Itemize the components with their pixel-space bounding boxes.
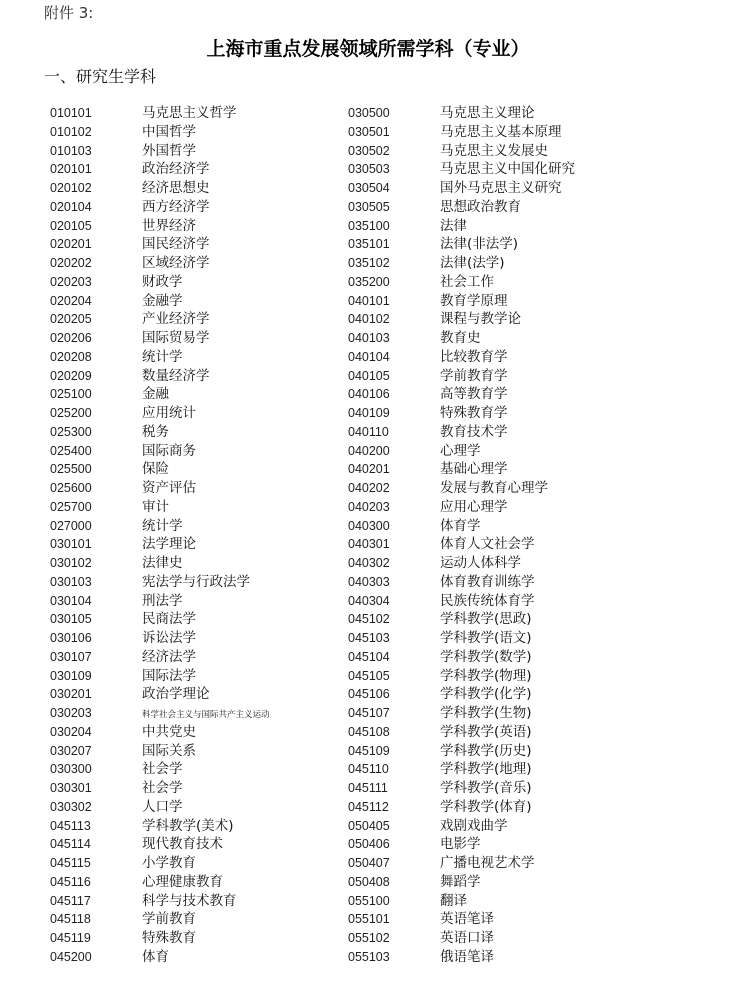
- discipline-name: 国际法学: [142, 667, 196, 684]
- discipline-name: 法律(非法学): [440, 236, 519, 253]
- discipline-row: [50, 779, 270, 798]
- discipline-name: 税务: [142, 423, 169, 440]
- discipline-name: 广播电视艺术学: [440, 855, 535, 871]
- discipline-row: [348, 198, 575, 217]
- discipline-code: 020202: [50, 256, 92, 270]
- discipline-name: 世界经济: [142, 217, 196, 234]
- discipline-code: 040102: [348, 312, 390, 327]
- discipline-row: [50, 479, 270, 498]
- discipline-name: 教育史: [440, 330, 481, 346]
- discipline-code: 040304: [348, 593, 390, 608]
- discipline-code: 045108: [348, 724, 390, 739]
- discipline-name: 社会学: [142, 761, 183, 778]
- discipline-code: 030300: [50, 762, 92, 777]
- discipline-code: 030503: [348, 162, 390, 177]
- discipline-row: [348, 273, 575, 292]
- discipline-code: 045200: [50, 949, 92, 964]
- discipline-code: 045109: [348, 743, 390, 758]
- discipline-row: [348, 873, 575, 892]
- discipline-name: 国民经济学: [142, 236, 210, 253]
- discipline-name: 特殊教育学: [440, 405, 508, 421]
- discipline-code: 020205: [50, 312, 92, 327]
- discipline-code: 045102: [348, 612, 390, 627]
- discipline-name: 学科教学(地理): [440, 761, 532, 778]
- discipline-list-right: [348, 104, 575, 967]
- discipline-code: 025300: [50, 424, 92, 439]
- discipline-code: 030502: [348, 143, 390, 158]
- discipline-name: 统计学: [142, 348, 183, 365]
- discipline-name: 中国哲学: [142, 123, 196, 140]
- discipline-code: 045107: [348, 706, 390, 720]
- discipline-row: [50, 460, 270, 479]
- discipline-code: 020206: [50, 331, 92, 345]
- discipline-row: [348, 610, 575, 629]
- section-heading: 一、研究生学科: [44, 67, 157, 86]
- discipline-code: 010103: [50, 143, 92, 158]
- discipline-name: 学科教学(历史): [440, 742, 532, 759]
- discipline-code: 050408: [348, 874, 390, 889]
- discipline-name: 小学教育: [142, 855, 196, 871]
- discipline-code: 020102: [50, 181, 92, 195]
- discipline-code: 035102: [348, 256, 390, 270]
- discipline-code: 045116: [50, 874, 91, 889]
- discipline-name: 政治经济学: [142, 161, 210, 178]
- discipline-name: 法律(法学): [440, 255, 505, 271]
- discipline-code: 030301: [50, 781, 92, 795]
- discipline-code: 020101: [50, 162, 92, 177]
- discipline-row: [50, 498, 270, 517]
- discipline-name: 教育技术学: [440, 423, 508, 440]
- discipline-name: 马克思主义基本原理: [440, 123, 562, 140]
- discipline-name: 审计: [142, 498, 169, 515]
- discipline-row: [50, 592, 270, 611]
- discipline-code: 040200: [348, 443, 390, 458]
- discipline-row: [50, 817, 270, 836]
- discipline-code: 025400: [50, 443, 92, 458]
- discipline-code: 035200: [348, 274, 390, 289]
- discipline-row: [50, 554, 270, 573]
- discipline-name: 科学社会主义与国际共产主义运动: [142, 710, 270, 720]
- discipline-code: 030501: [348, 124, 390, 139]
- discipline-code: 055100: [348, 893, 390, 908]
- discipline-code: 025500: [50, 462, 92, 477]
- discipline-row: [348, 367, 575, 386]
- discipline-name: 民商法学: [142, 611, 196, 628]
- discipline-name: 特殊教育: [142, 930, 196, 946]
- discipline-code: 030101: [50, 537, 92, 552]
- discipline-name: 比较教育学: [440, 348, 508, 365]
- discipline-name: 学科教学(体育): [440, 798, 532, 815]
- discipline-name: 区域经济学: [142, 255, 210, 271]
- discipline-name: 经济思想史: [142, 180, 210, 196]
- discipline-code: 020104: [50, 199, 92, 214]
- discipline-code: 030103: [50, 574, 92, 589]
- discipline-name: 翻译: [440, 892, 467, 909]
- discipline-row: [50, 310, 270, 329]
- discipline-row: [50, 198, 270, 217]
- discipline-row: [348, 160, 575, 179]
- discipline-code: 020208: [50, 349, 92, 364]
- discipline-row: [50, 160, 270, 179]
- discipline-code: 030504: [348, 181, 390, 195]
- discipline-code: 045113: [50, 818, 91, 833]
- discipline-name: 心理健康教育: [142, 873, 223, 890]
- discipline-code: 025200: [50, 406, 92, 420]
- discipline-row: [50, 892, 270, 911]
- discipline-row: [50, 685, 270, 704]
- discipline-row: [348, 460, 575, 479]
- discipline-code: 040105: [348, 368, 390, 383]
- document-title: 上海市重点发展领域所需学科（专业）: [206, 38, 530, 60]
- discipline-name: 学科教学(化学): [440, 686, 532, 703]
- discipline-row: [348, 573, 575, 592]
- discipline-row: [348, 142, 575, 161]
- discipline-code: 040106: [348, 387, 390, 402]
- discipline-code: 045111: [348, 781, 388, 795]
- discipline-name: 课程与教学论: [440, 311, 521, 328]
- discipline-row: [348, 948, 575, 967]
- discipline-row: [348, 704, 575, 723]
- discipline-code: 045118: [50, 912, 91, 927]
- discipline-row: [50, 948, 270, 967]
- discipline-row: [50, 517, 270, 536]
- discipline-row: [348, 423, 575, 442]
- discipline-row: [348, 254, 575, 273]
- discipline-name: 金融学: [142, 292, 183, 309]
- discipline-name: 学科教学(英语): [440, 723, 532, 740]
- discipline-row: [50, 723, 270, 742]
- discipline-code: 030104: [50, 593, 92, 608]
- discipline-row: [348, 104, 575, 123]
- discipline-row: [348, 385, 575, 404]
- discipline-name: 法律: [440, 217, 467, 234]
- discipline-code: 045103: [348, 631, 390, 645]
- discipline-code: 027000: [50, 518, 92, 533]
- discipline-row: [50, 742, 270, 761]
- discipline-row: [348, 535, 575, 554]
- discipline-name: 俄语笔译: [440, 948, 494, 965]
- discipline-row: [348, 892, 575, 911]
- discipline-row: [348, 929, 575, 948]
- discipline-code: 055103: [348, 949, 390, 964]
- discipline-name: 学前教育: [142, 911, 196, 928]
- discipline-row: [348, 854, 575, 873]
- discipline-row: [50, 535, 270, 554]
- discipline-row: [348, 517, 575, 536]
- discipline-row: [50, 873, 270, 892]
- discipline-name: 英语口译: [440, 930, 494, 946]
- discipline-row: [50, 292, 270, 311]
- discipline-name: 思想政治教育: [440, 198, 521, 215]
- discipline-code: 045110: [348, 762, 389, 777]
- discipline-row: [348, 910, 575, 929]
- discipline-row: [348, 592, 575, 611]
- discipline-row: [348, 235, 575, 254]
- discipline-code: 040103: [348, 331, 390, 345]
- discipline-row: [50, 667, 270, 686]
- discipline-row: [348, 723, 575, 742]
- discipline-name: 学科教学(生物): [440, 705, 532, 721]
- discipline-row: [50, 179, 270, 198]
- discipline-code: 030201: [50, 687, 92, 702]
- discipline-name: 学科教学(物理): [440, 667, 532, 684]
- discipline-code: 045106: [348, 687, 390, 702]
- discipline-code: 030207: [50, 743, 92, 758]
- discipline-row: [348, 760, 575, 779]
- discipline-code: 050407: [348, 856, 390, 870]
- discipline-row: [348, 667, 575, 686]
- discipline-code: 030105: [50, 612, 92, 627]
- discipline-name: 戏剧戏曲学: [440, 817, 508, 834]
- discipline-code: 020203: [50, 274, 92, 289]
- discipline-row: [348, 554, 575, 573]
- discipline-name: 政治学理论: [142, 686, 210, 703]
- discipline-name: 数量经济学: [142, 367, 210, 384]
- discipline-row: [50, 629, 270, 648]
- discipline-name: 舞蹈学: [440, 873, 481, 890]
- discipline-name: 学前教育学: [440, 367, 508, 384]
- discipline-code: 045104: [348, 649, 390, 664]
- discipline-row: [348, 629, 575, 648]
- discipline-row: [50, 217, 270, 236]
- discipline-row: [50, 348, 270, 367]
- discipline-row: [348, 685, 575, 704]
- discipline-code: 030107: [50, 649, 92, 664]
- discipline-row: [348, 835, 575, 854]
- discipline-row: [348, 310, 575, 329]
- discipline-row: [50, 329, 270, 348]
- discipline-row: [50, 123, 270, 142]
- discipline-row: [348, 779, 575, 798]
- discipline-code: 025600: [50, 481, 92, 495]
- discipline-code: 045114: [50, 837, 91, 852]
- discipline-name: 宪法学与行政法学: [142, 573, 250, 590]
- discipline-name: 马克思主义理论: [440, 105, 535, 121]
- discipline-name: 金融: [142, 386, 169, 403]
- discipline-name: 基础心理学: [440, 461, 508, 478]
- discipline-name: 科学与技术教育: [142, 892, 237, 909]
- discipline-row: [348, 817, 575, 836]
- discipline-name: 学科教学(音乐): [440, 780, 532, 796]
- discipline-code: 050405: [348, 818, 390, 833]
- discipline-name: 法律史: [142, 555, 183, 571]
- discipline-code: 035101: [348, 237, 390, 252]
- discipline-row: [50, 423, 270, 442]
- discipline-list-left: [50, 104, 270, 967]
- discipline-code: 040101: [348, 293, 390, 308]
- discipline-name: 国际商务: [142, 442, 196, 459]
- discipline-name: 现代教育技术: [142, 836, 223, 853]
- discipline-row: [348, 479, 575, 498]
- discipline-name: 西方经济学: [142, 198, 210, 215]
- discipline-name: 外国哲学: [142, 142, 196, 159]
- discipline-code: 040303: [348, 574, 390, 589]
- discipline-code: 055101: [348, 912, 390, 927]
- discipline-code: 010102: [50, 124, 92, 139]
- discipline-name: 资产评估: [142, 480, 196, 496]
- discipline-row: [50, 760, 270, 779]
- discipline-code: 030109: [50, 668, 92, 683]
- discipline-row: [50, 610, 270, 629]
- discipline-code: 020204: [50, 293, 92, 308]
- discipline-code: 055102: [348, 931, 390, 945]
- discipline-row: [348, 329, 575, 348]
- discipline-code: 040110: [348, 424, 389, 439]
- discipline-row: [348, 179, 575, 198]
- discipline-name: 法学理论: [142, 536, 196, 553]
- discipline-name: 学科教学(数学): [440, 648, 532, 665]
- discipline-code: 030500: [348, 106, 390, 120]
- discipline-code: 040202: [348, 481, 390, 495]
- discipline-row: [348, 798, 575, 817]
- discipline-row: [348, 404, 575, 423]
- discipline-code: 020201: [50, 237, 92, 252]
- discipline-name: 人口学: [142, 798, 183, 815]
- discipline-code: 030302: [50, 799, 92, 814]
- discipline-name: 体育教育训练学: [440, 573, 535, 590]
- discipline-name: 经济法学: [142, 648, 196, 665]
- discipline-row: [348, 648, 575, 667]
- discipline-code: 010101: [50, 106, 92, 120]
- discipline-code: 040203: [348, 499, 390, 514]
- discipline-code: 030204: [50, 724, 92, 739]
- discipline-row: [50, 648, 270, 667]
- discipline-name: 学科教学(美术): [142, 817, 234, 834]
- discipline-code: 030106: [50, 631, 92, 645]
- discipline-row: [50, 573, 270, 592]
- discipline-code: 040302: [348, 556, 390, 570]
- discipline-code: 040201: [348, 462, 390, 477]
- discipline-row: [50, 854, 270, 873]
- discipline-row: [50, 442, 270, 461]
- discipline-code: 025700: [50, 499, 92, 514]
- discipline-row: [50, 254, 270, 273]
- discipline-name: 应用统计: [142, 405, 196, 421]
- discipline-name: 马克思主义中国化研究: [440, 161, 575, 178]
- discipline-name: 国外马克思主义研究: [440, 180, 562, 196]
- discipline-name: 刑法学: [142, 592, 183, 609]
- discipline-name: 英语笔译: [440, 911, 494, 928]
- discipline-name: 保险: [142, 461, 169, 478]
- discipline-name: 中共党史: [142, 723, 196, 740]
- discipline-name: 心理学: [440, 442, 481, 459]
- discipline-row: [50, 798, 270, 817]
- discipline-code: 020209: [50, 368, 92, 383]
- discipline-code: 040104: [348, 349, 390, 364]
- discipline-code: 045117: [50, 893, 91, 908]
- discipline-name: 国际贸易学: [142, 330, 210, 346]
- discipline-name: 高等教育学: [440, 386, 508, 403]
- discipline-name: 学科教学(语文): [440, 630, 532, 646]
- discipline-name: 体育人文社会学: [440, 536, 535, 553]
- discipline-row: [50, 367, 270, 386]
- discipline-code: 045119: [50, 931, 91, 945]
- discipline-name: 财政学: [142, 273, 183, 290]
- discipline-row: [348, 498, 575, 517]
- discipline-code: 035100: [348, 218, 390, 233]
- discipline-row: [348, 742, 575, 761]
- discipline-row: [50, 404, 270, 423]
- discipline-name: 产业经济学: [142, 311, 210, 328]
- discipline-name: 学科教学(思政): [440, 611, 532, 628]
- discipline-name: 应用心理学: [440, 498, 508, 515]
- discipline-code: 025100: [50, 387, 92, 402]
- discipline-code: 040300: [348, 518, 390, 533]
- discipline-code: 045105: [348, 668, 390, 683]
- discipline-name: 运动人体科学: [440, 555, 521, 571]
- discipline-row: [348, 123, 575, 142]
- discipline-row: [50, 273, 270, 292]
- discipline-name: 电影学: [440, 836, 481, 853]
- discipline-name: 马克思主义哲学: [142, 105, 237, 121]
- discipline-row: [50, 929, 270, 948]
- discipline-code: 050406: [348, 837, 390, 852]
- discipline-row: [348, 442, 575, 461]
- discipline-code: 040109: [348, 406, 390, 420]
- discipline-code: 045112: [348, 799, 389, 814]
- discipline-row: [50, 104, 270, 123]
- discipline-code: 020105: [50, 218, 92, 233]
- discipline-row: [348, 292, 575, 311]
- discipline-row: [50, 835, 270, 854]
- discipline-name: 社会学: [142, 780, 183, 796]
- discipline-code: 030102: [50, 556, 92, 570]
- discipline-name: 诉讼法学: [142, 630, 196, 646]
- discipline-name: 国际关系: [142, 742, 196, 759]
- discipline-code: 040301: [348, 537, 390, 552]
- discipline-name: 发展与教育心理学: [440, 480, 548, 496]
- discipline-name: 马克思主义发展史: [440, 142, 548, 159]
- discipline-name: 教育学原理: [440, 292, 508, 309]
- discipline-name: 民族传统体育学: [440, 592, 535, 609]
- discipline-name: 社会工作: [440, 273, 494, 290]
- discipline-row: [348, 217, 575, 236]
- discipline-row: [50, 235, 270, 254]
- discipline-name: 统计学: [142, 517, 183, 534]
- discipline-row: [50, 142, 270, 161]
- discipline-code: 030203: [50, 706, 92, 720]
- discipline-row: [50, 385, 270, 404]
- discipline-name: 体育学: [440, 517, 481, 534]
- discipline-row: [348, 348, 575, 367]
- discipline-name: 体育: [142, 948, 169, 965]
- discipline-code: 030505: [348, 199, 390, 214]
- attachment-label: 附件 3:: [44, 4, 94, 22]
- discipline-row: [50, 704, 270, 723]
- discipline-code: 045115: [50, 856, 91, 870]
- discipline-row: [50, 910, 270, 929]
